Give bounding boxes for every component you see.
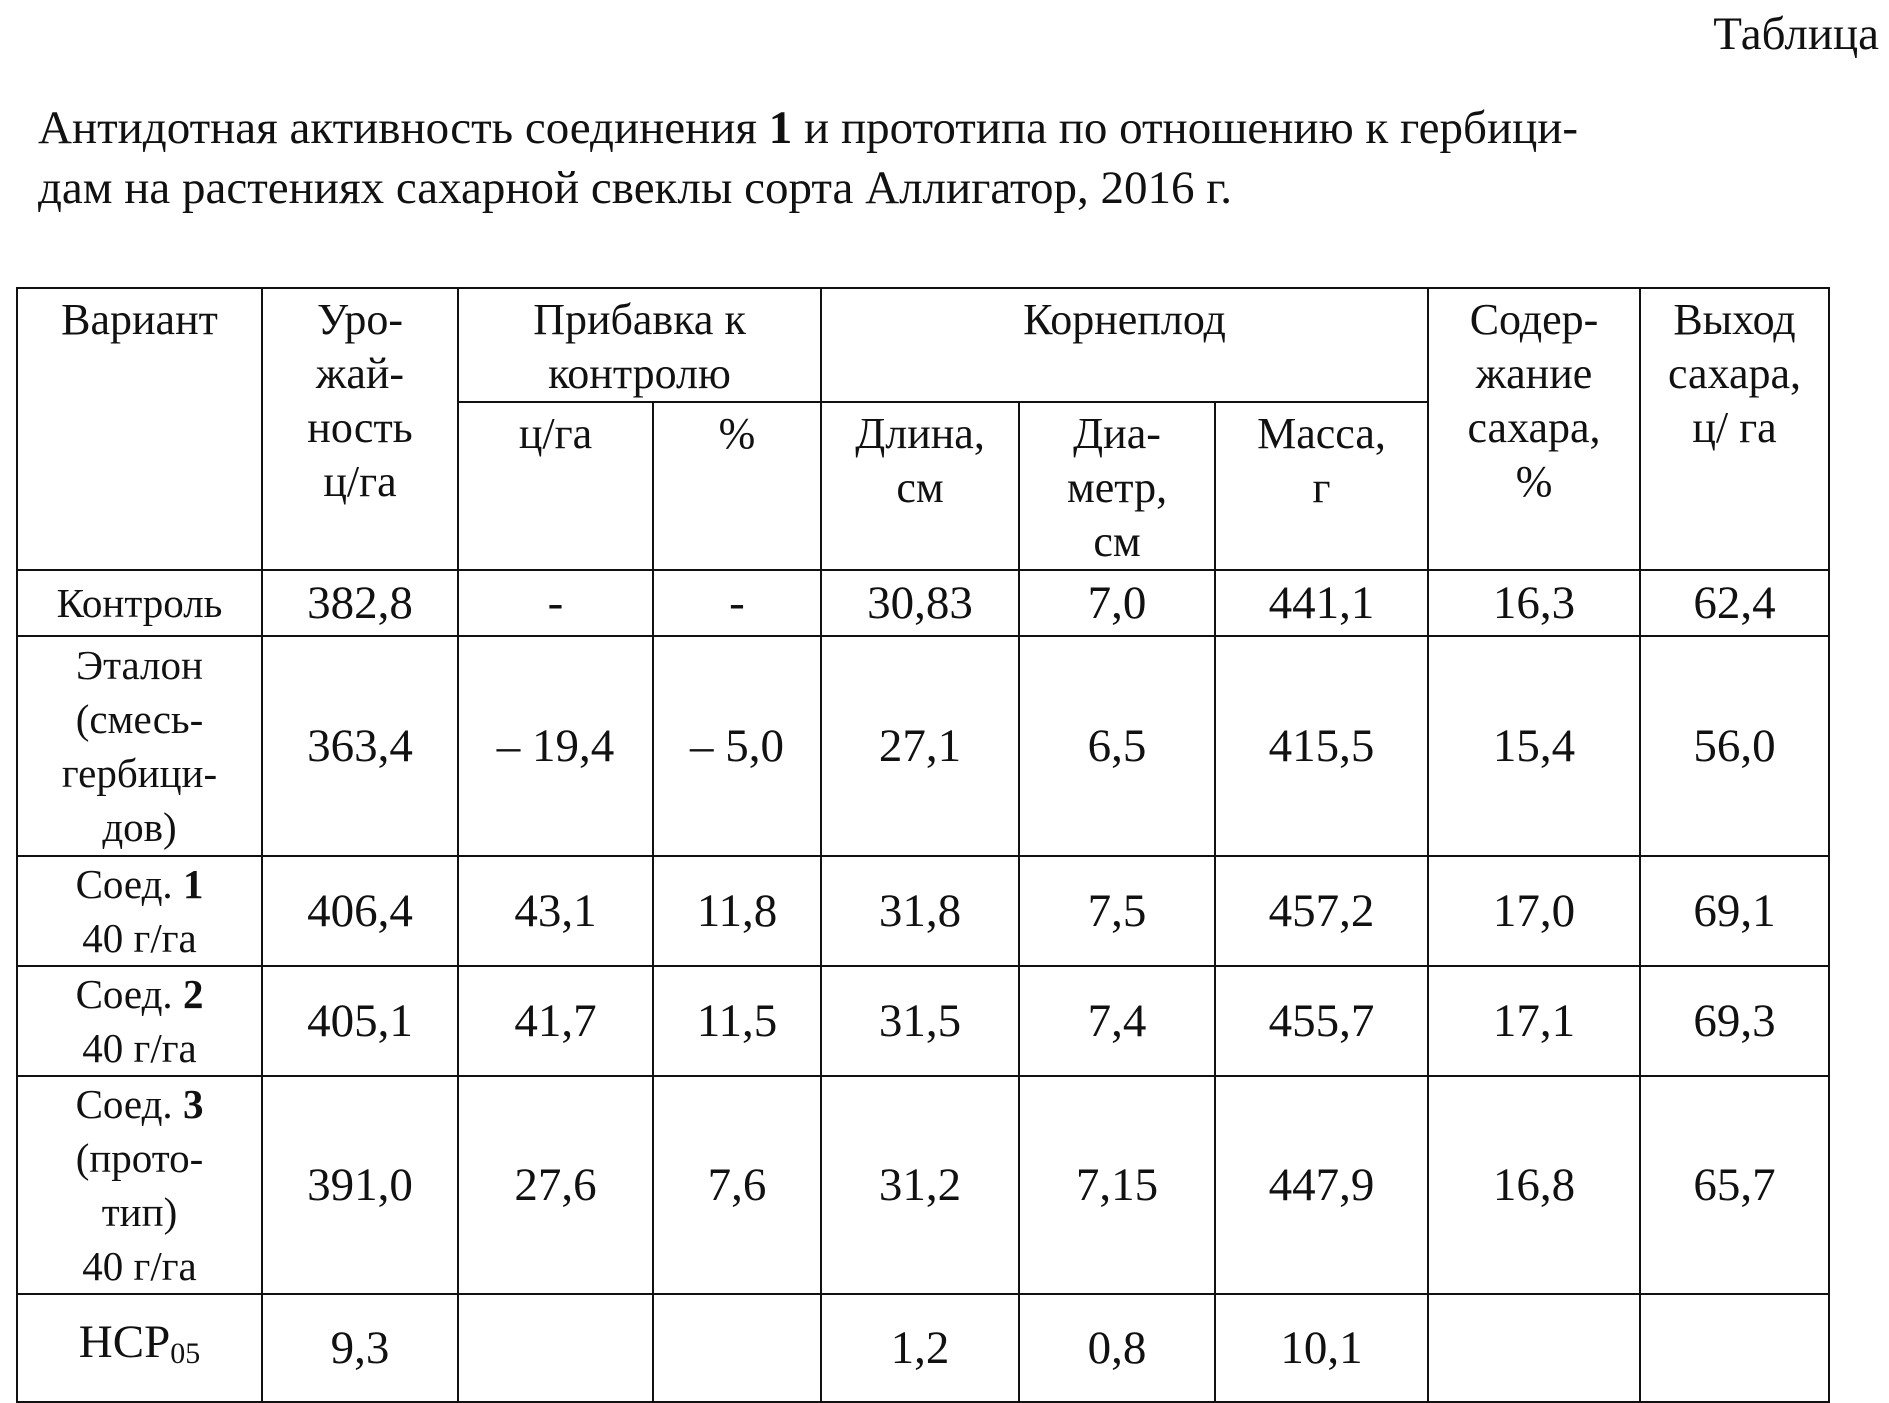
variant-cell xyxy=(17,856,262,966)
variant-cell xyxy=(17,570,262,636)
header-line: г xyxy=(1312,463,1331,512)
value-cell: 27,1 xyxy=(821,636,1019,856)
value-cell: 455,7 xyxy=(1215,966,1428,1076)
header-line: см xyxy=(1093,517,1141,566)
variant-line: Эталон xyxy=(76,642,203,688)
table-row xyxy=(17,636,1829,856)
value-cell: – 5,0 xyxy=(653,636,821,856)
header-gain-pct: % xyxy=(653,402,821,570)
value-cell: 447,9 xyxy=(1215,1076,1428,1294)
value-cell: 15,4 xyxy=(1428,636,1640,856)
value-cell: 391,0 xyxy=(262,1076,458,1294)
variant-line: Контроль xyxy=(56,580,223,626)
hcp-label: НСР xyxy=(78,1316,171,1368)
value-cell: 363,4 xyxy=(262,636,458,856)
header-line: Уро- xyxy=(317,295,403,344)
variant-cell xyxy=(17,966,262,1076)
header-line: ность xyxy=(307,403,413,452)
compound-number: 3 xyxy=(182,1081,204,1127)
value-cell: 31,2 xyxy=(821,1076,1019,1294)
value-cell: 62,4 xyxy=(1640,570,1829,636)
value-cell: 0,8 xyxy=(1019,1294,1215,1402)
variant-line: 40 г/га xyxy=(82,1025,197,1071)
table-row xyxy=(17,856,1829,966)
header-root-diameter xyxy=(1019,402,1215,570)
value-cell: 11,8 xyxy=(653,856,821,966)
header-line: ц/ га xyxy=(1692,403,1777,452)
value-cell: 10,1 xyxy=(1215,1294,1428,1402)
header-yield xyxy=(262,288,458,570)
value-cell: 441,1 xyxy=(1215,570,1428,636)
header-line: % xyxy=(1515,457,1553,506)
value-cell: – 19,4 xyxy=(458,636,653,856)
value-cell: - xyxy=(458,570,653,636)
variant-line: Соед. xyxy=(75,971,183,1017)
variant-line: тип) xyxy=(101,1189,178,1235)
header-root: Корнеплод xyxy=(821,288,1428,402)
value-cell: 41,7 xyxy=(458,966,653,1076)
variant-line: Соед. xyxy=(75,861,183,907)
value-cell: 27,6 xyxy=(458,1076,653,1294)
value-cell: 56,0 xyxy=(1640,636,1829,856)
hcp-label-cell xyxy=(17,1294,262,1402)
value-cell: 1,2 xyxy=(821,1294,1019,1402)
table-caption: Таблица xyxy=(1713,8,1879,60)
table-row xyxy=(17,1076,1829,1294)
value-cell: 16,8 xyxy=(1428,1076,1640,1294)
value-cell: 382,8 xyxy=(262,570,458,636)
table-row xyxy=(17,966,1829,1076)
header-root-mass xyxy=(1215,402,1428,570)
value-cell: 7,5 xyxy=(1019,856,1215,966)
title-compound-number: 1 xyxy=(768,102,793,154)
value-cell: 7,6 xyxy=(653,1076,821,1294)
header-line: Диа- xyxy=(1073,409,1161,458)
header-line: Масса, xyxy=(1257,409,1386,458)
value-cell: 69,1 xyxy=(1640,856,1829,966)
variant-line: (смесь- xyxy=(75,696,204,742)
header-line: см xyxy=(896,463,944,512)
value-cell: 16,3 xyxy=(1428,570,1640,636)
variant-cell xyxy=(17,1076,262,1294)
variant-line: (прото- xyxy=(75,1135,204,1181)
header-line: сахара, xyxy=(1667,349,1802,398)
table-row xyxy=(17,570,1829,636)
header-line: жай- xyxy=(315,349,405,398)
header-gain xyxy=(458,288,821,402)
header-gain-cga: ц/га xyxy=(458,402,653,570)
variant-line: 40 г/га xyxy=(82,915,197,961)
value-cell: 43,1 xyxy=(458,856,653,966)
results-table xyxy=(16,287,1830,1403)
value-cell: 30,83 xyxy=(821,570,1019,636)
header-line: Выход xyxy=(1673,295,1796,344)
header-line: Длина, xyxy=(855,409,985,458)
value-cell: 7,0 xyxy=(1019,570,1215,636)
value-cell: 6,5 xyxy=(1019,636,1215,856)
value-cell xyxy=(653,1294,821,1402)
header-line: сахара, xyxy=(1467,403,1601,452)
value-cell xyxy=(458,1294,653,1402)
value-cell: 457,2 xyxy=(1215,856,1428,966)
value-cell xyxy=(1640,1294,1829,1402)
value-cell: 17,0 xyxy=(1428,856,1640,966)
table-body xyxy=(17,570,1829,1402)
variant-line: гербици- xyxy=(61,750,218,796)
value-cell: 9,3 xyxy=(262,1294,458,1402)
value-cell: 17,1 xyxy=(1428,966,1640,1076)
value-cell: - xyxy=(653,570,821,636)
compound-number: 2 xyxy=(182,971,204,1017)
header-variant: Вариант xyxy=(17,288,262,570)
value-cell: 65,7 xyxy=(1640,1076,1829,1294)
header-sugar-yield xyxy=(1640,288,1829,570)
variant-cell xyxy=(17,636,262,856)
title-part: и прототипа по отношению к гербици- xyxy=(792,102,1579,154)
header-root-length xyxy=(821,402,1019,570)
variant-line: Соед. xyxy=(75,1081,183,1127)
value-cell: 31,8 xyxy=(821,856,1019,966)
header-line: Содер- xyxy=(1469,295,1599,344)
value-cell: 31,5 xyxy=(821,966,1019,1076)
value-cell: 69,3 xyxy=(1640,966,1829,1076)
value-cell xyxy=(1428,1294,1640,1402)
value-cell: 415,5 xyxy=(1215,636,1428,856)
table-title xyxy=(38,98,1858,218)
variant-line: 40 г/га xyxy=(82,1243,197,1289)
value-cell: 7,15 xyxy=(1019,1076,1215,1294)
value-cell: 7,4 xyxy=(1019,966,1215,1076)
header-line: ц/га xyxy=(323,457,397,506)
value-cell: 11,5 xyxy=(653,966,821,1076)
header-line: метр, xyxy=(1066,463,1168,512)
value-cell: 406,4 xyxy=(262,856,458,966)
variant-line: дов) xyxy=(102,804,177,850)
hcp-subscript: 05 xyxy=(170,1337,201,1370)
header-line: контролю xyxy=(548,349,731,398)
compound-number: 1 xyxy=(182,861,204,907)
header-sugar-content xyxy=(1428,288,1640,570)
header-line: Прибавка к xyxy=(533,295,746,344)
header-line: жание xyxy=(1475,349,1593,398)
value-cell: 405,1 xyxy=(262,966,458,1076)
table-row-hcp xyxy=(17,1294,1829,1402)
title-line-2: дам на растениях сахарной свеклы сорта Аллигатор, 2016 г. xyxy=(38,162,1232,214)
title-part: Антидотная активность соединения xyxy=(38,102,769,154)
